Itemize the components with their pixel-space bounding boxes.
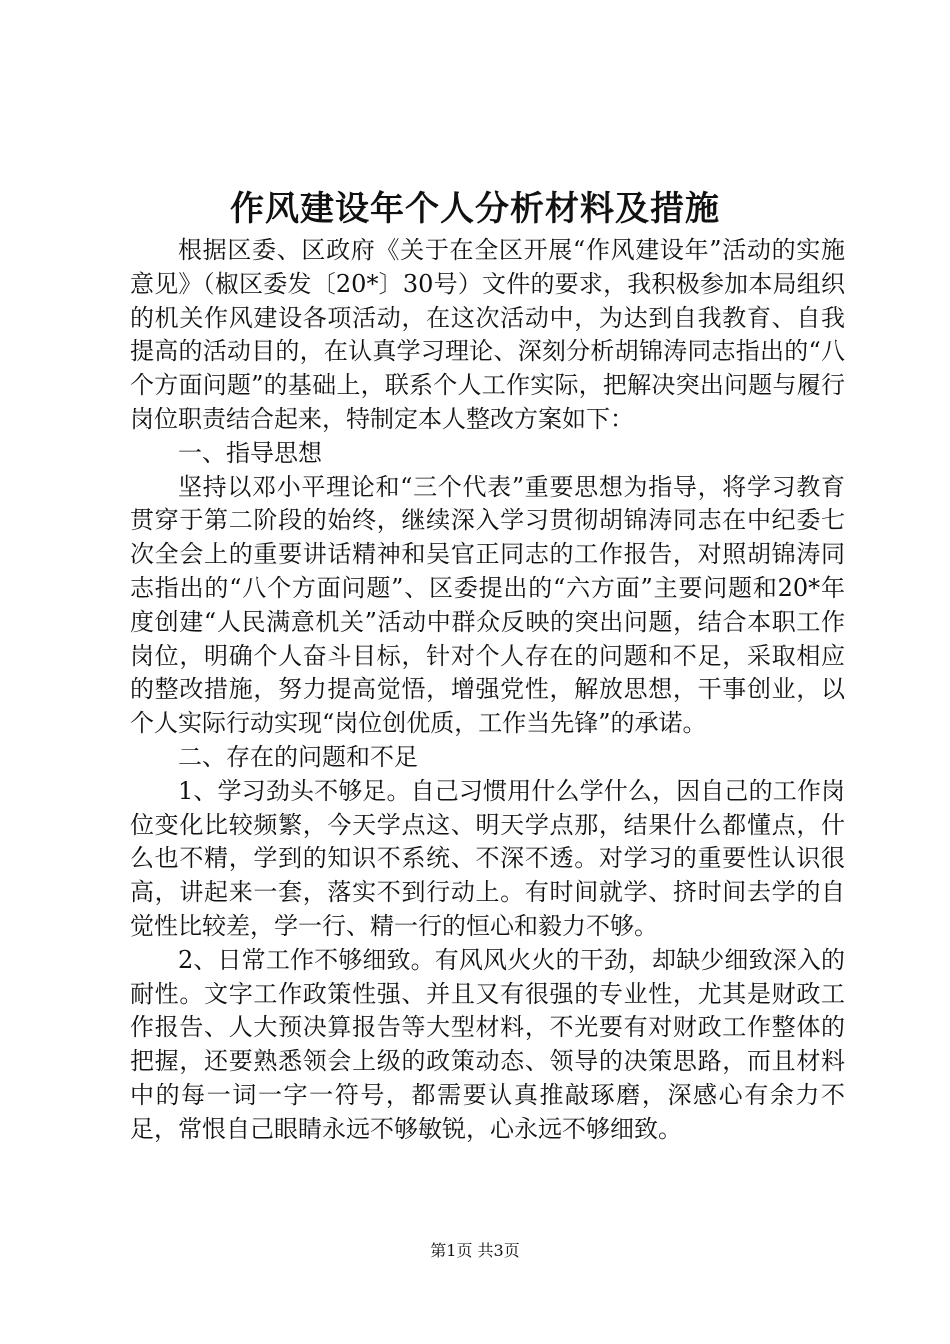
section-heading-problems: 二、存在的问题和不足: [178, 742, 418, 771]
paragraph-intro: 根据区委、区政府《关于在全区开展“作风建设年”活动的实施意见》（椒区委发〔20*〕30号）文件的要求，我积极参加本局组织的机关作风建设各项活动，在这次活动中，为达到自我教育、自我提高的活动目的，在认真学习理论、深刻分析胡锦涛同志指出的“八个方面问题”的基础上，联系个人工作实际，把解决突出问题与履行岗位职责结合起来，特制定本人整改方案如下：: [130, 236, 845, 433]
section-heading-guiding-thought: 一、指导思想: [178, 438, 322, 467]
page-number-footer: 第1页 共3页: [430, 1241, 520, 1260]
paragraph-problem-1: 1、学习劲头不够足。自己习惯用什么学什么，因自己的工作岗位变化比较频繁，今天学点这、明天学点那，结果什么都懂点，什么也不精，学到的知识不系统、不深不透。对学习的重要性认识很高，讲起来一套，落实不到行动上。有时间就学、挤时间去学的自觉性比较差，学一行、精一行的恒心和毅力不够。: [130, 776, 845, 940]
document-title: 作风建设年个人分析材料及措施: [230, 189, 720, 229]
paragraph-problem-2: 2、日常工作不够细致。有风风火火的干劲，却缺少细致深入的耐性。文字工作政策性强、并且又有很强的专业性，尤其是财政工作报告、人大预决算报告等大型材料，不光要有对财政工作整体的把握，还要熟悉领会上级的政策动态、领导的决策思路，而且材料中的每一词一字一符号，都需要认真推敲琢磨，深感心有余力不足，常恨自己眼睛永远不够敏锐，心永远不够细致。: [130, 945, 845, 1143]
document-body: [130, 234, 845, 1147]
paragraph-guiding-thought: 坚持以邓小平理论和“三个代表”重要思想为指导，将学习教育贯穿于第二阶段的始终，继续深入学习贯彻胡锦涛同志在中纪委七次全会上的重要讲话精神和吴官正同志的工作报告，对照胡锦涛同志指出的“八个方面问题”、区委提出的“六方面”主要问题和20*年度创建“人民满意机关”活动中群众反映的突出问题，结合本职工作岗位，明确个人奋斗目标，针对个人存在的问题和不足，采取相应的整改措施，努力提高觉悟，增强党性，解放思想，干事创业，以个人实际行动实现“岗位创优质，工作当先锋”的承诺。: [130, 472, 845, 738]
